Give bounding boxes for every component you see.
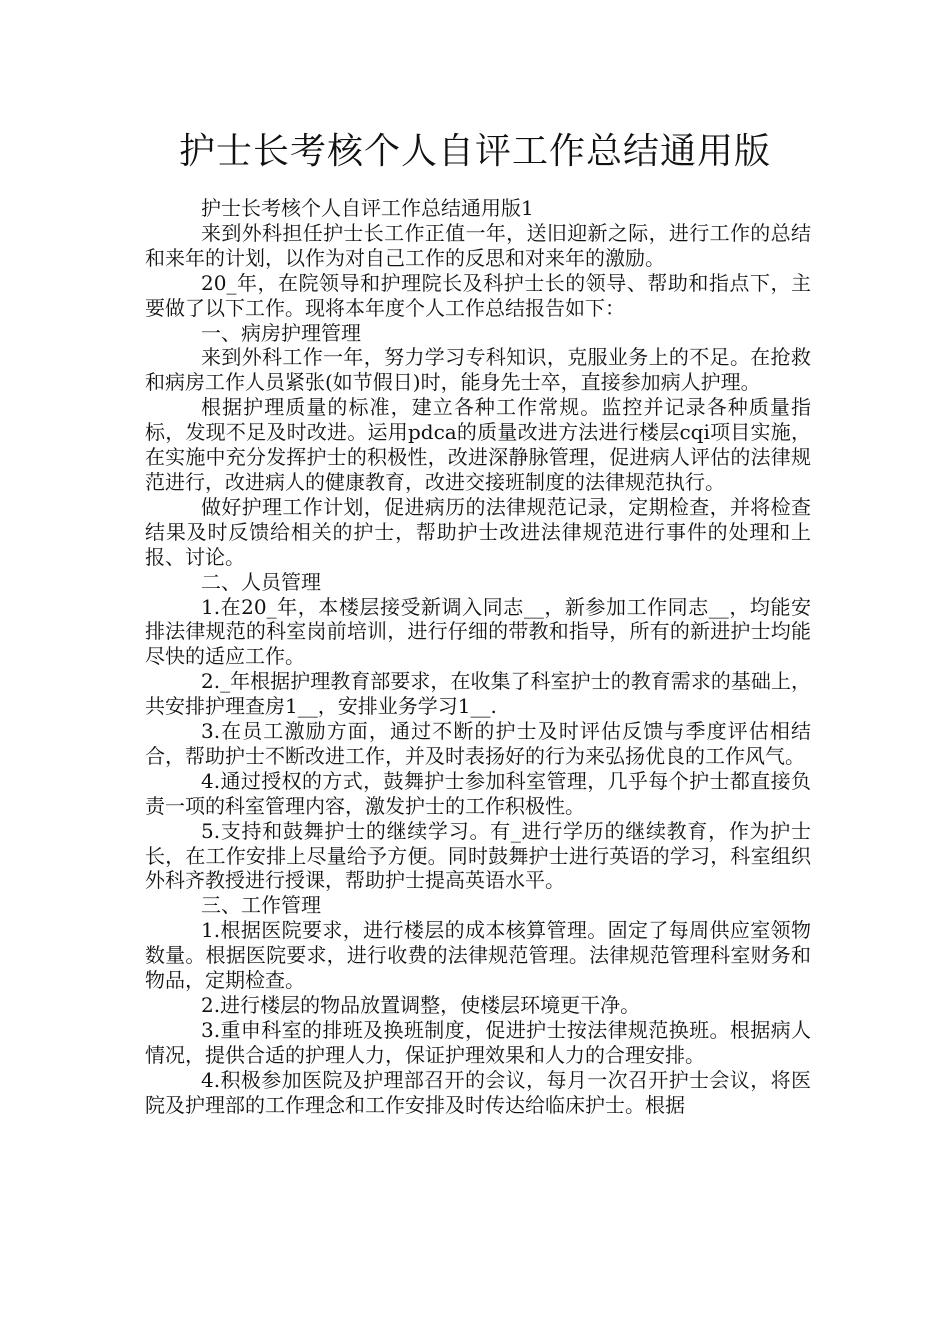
body-paragraph: 来到外科工作一年，努力学习专科知识，克服业务上的不足。在抢救和病房工作人员紧张(如节假日)时，能身先士卒，直接参加病人护理。 xyxy=(145,345,811,395)
body-paragraph: 来到外科担任护士长工作正值一年，送旧迎新之际，进行工作的总结和来年的计划，以作为对自己工作的反思和对来年的激励。 xyxy=(145,220,811,270)
section-heading: 二、人员管理 xyxy=(201,569,321,594)
list-item: 5.支持和鼓舞护士的继续学习。有_进行学历的继续教育，作为护士长，在工作安排上尽量给予方便。同时鼓舞护士进行英语的学习，科室组织外科齐教授进行授课，帮助护士提高英语水平。 xyxy=(145,818,811,893)
list-item: 1.根据医院要求，进行楼层的成本核算管理。固定了每周供应室领物数量。根据医院要求，进行收费的法律规范管理。法律规范管理科室财务和物品，定期检查。 xyxy=(145,918,811,993)
list-item: 4.积极参加医院及护理部召开的会议，每月一次召开护士会议，将医院及护理部的工作理念和工作安排及时传达给临床护士。根据 xyxy=(145,1067,811,1117)
document-title: 护士长考核个人自评工作总结通用版 xyxy=(178,131,771,172)
list-item: 2.进行楼层的物品放置调整，使楼层环境更干净。 xyxy=(201,993,641,1017)
section-heading: 一、病房护理管理 xyxy=(201,320,361,345)
subtitle-paragraph: 护士长考核个人自评工作总结通用版1 xyxy=(201,196,534,220)
list-item: 3.在员工激励方面，通过不断的护士及时评估反馈与季度评估相结合，帮助护士不断改进工作，并及时表扬好的行为来弘扬优良的工作风气。 xyxy=(145,719,811,768)
list-item: 1.在20_年，本楼层接受新调入同志__，新参加工作同志__，均能安排法律规范的科室岗前培训，进行仔细的带教和指导，所有的新进护士均能尽快的适应工作。 xyxy=(145,594,811,669)
list-item: 2._年根据护理教育部要求，在收集了科室护士的教育需求的基础上，共安排护理查房1__，安排业务学习1__. xyxy=(145,669,811,719)
body-paragraph: 根据护理质量的标准，建立各种工作常规。监控并记录各种质量指标，发现不足及时改进。运用pdca的质量改进方法进行楼层cqi项目实施，在实施中充分发挥护士的积极性，改进深静脉管理，促进病人评估的法律规范进行，改进病人的健康教育，改进交接班制度的法律规范执行。 xyxy=(145,395,811,494)
list-item: 3.重申科室的排班及换班制度，促进护士按法律规范换班。根据病人情况，提供合适的护理人力，保证护理效果和人力的合理安排。 xyxy=(145,1017,811,1067)
list-item: 4.通过授权的方式，鼓舞护士参加科室管理，几乎每个护士都直接负责一项的科室管理内容，激发护士的工作积极性。 xyxy=(145,768,811,818)
section-heading: 三、工作管理 xyxy=(201,893,321,918)
document-body xyxy=(145,196,811,1118)
body-paragraph: 做好护理工作计划，促进病历的法律规范记录，定期检查，并将检查结果及时反馈给相关的护士，帮助护士改进法律规范进行事件的处理和上报、讨论。 xyxy=(145,494,811,569)
body-paragraph: 20_年，在院领导和护理院长及科护士长的领导、帮助和指点下，主要做了以下工作。现将本年度个人工作总结报告如下： xyxy=(145,270,811,320)
